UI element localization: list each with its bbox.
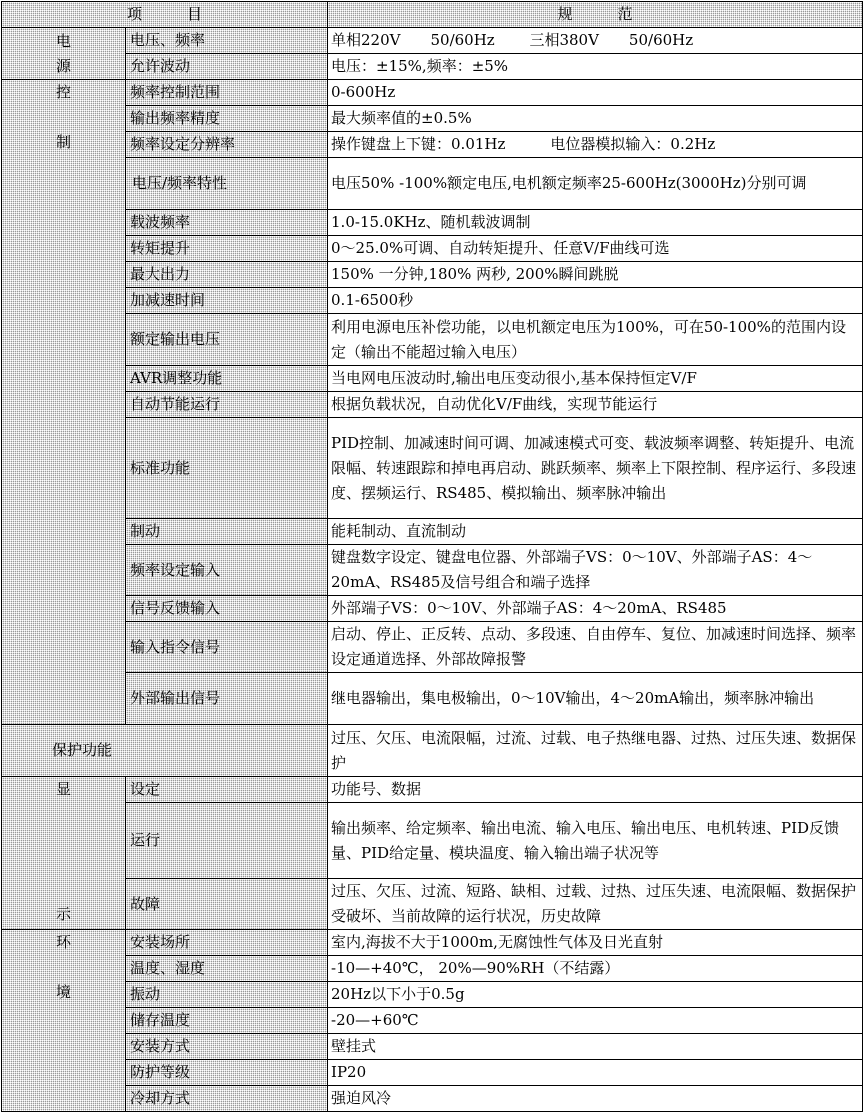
row-label: 制动 <box>126 519 328 545</box>
category-environment <box>2 930 126 1112</box>
row-label: AVR调整功能 <box>126 366 328 392</box>
category-char: 电 <box>55 31 71 50</box>
row-label: 最大出力 <box>126 262 328 288</box>
category-char: 制 <box>55 133 71 151</box>
row-value: 20Hz以下小于0.5g <box>328 982 863 1008</box>
row-label: 频率设定输入 <box>126 545 328 596</box>
row-value: 0～25.0%可调、自动转矩提升、任意V/F曲线可选 <box>328 236 863 262</box>
row-value: 0-600Hz <box>328 80 863 106</box>
table-row <box>2 1060 863 1086</box>
row-value: 过压、欠压、过流、短路、缺相、过载、过热、过压失速、电流限幅、数据保护受破坏、当前故障的运行状况，历史故障 <box>328 879 863 930</box>
row-label: 自动节能运行 <box>126 392 328 418</box>
table-row <box>2 210 863 236</box>
row-value: 0.1-6500秒 <box>328 288 863 314</box>
table-row <box>2 1008 863 1034</box>
row-value: 功能号、数据 <box>328 777 863 803</box>
row-value: PID控制、加减速时间可调、加减速模式可变、载波频率调整、转矩提升、电流限幅、转速跟踪和掉电再启动、跳跃频率、频率上下限控制、程序运行、多段速度、摆频运行、RS485、模拟输出、频率脉冲输出 <box>328 418 863 519</box>
row-label: 加减速时间 <box>126 288 328 314</box>
header-item: 项 目 <box>2 2 328 28</box>
row-value: 利用电源电压补偿功能，以电机额定电压为100%，可在50-100%的范围内设定（输出不能超过输入电压） <box>328 314 863 366</box>
row-value: 1.0-15.0KHz、随机载波调制 <box>328 210 863 236</box>
row-value: 键盘数字设定、键盘电位器、外部端子VS：0～10V、外部端子AS：4～20mA、RS485及信号组合和端子选择 <box>328 545 863 596</box>
table-row <box>2 956 863 982</box>
header-spec: 规 范 <box>328 2 863 28</box>
table-row <box>2 54 863 80</box>
row-value: 150% 一分钟,180% 两秒, 200%瞬间跳脱 <box>328 262 863 288</box>
table-row <box>2 80 863 106</box>
row-label: 振动 <box>126 982 328 1008</box>
row-value: 最大频率值的±0.5% <box>328 106 863 132</box>
category-char: 控 <box>55 83 71 101</box>
table-row <box>2 879 863 930</box>
row-value: 当电网电压波动时,输出电压变动很小,基本保持恒定V/F <box>328 366 863 392</box>
table-row <box>2 366 863 392</box>
spec-table <box>1 1 863 1112</box>
table-row <box>2 262 863 288</box>
row-label: 防护等级 <box>126 1060 328 1086</box>
row-label: 电压/频率特性 <box>126 158 328 210</box>
row-label: 允许波动 <box>126 54 328 80</box>
row-label: 储存温度 <box>126 1008 328 1034</box>
category-char: 环 <box>55 933 71 951</box>
table-row <box>2 777 863 803</box>
table-row <box>2 1086 863 1112</box>
table-row <box>2 236 863 262</box>
row-label: 载波频率 <box>126 210 328 236</box>
row-value: 电压50% -100%额定电压,电机额定频率25-600Hz(3000Hz)分别可调 <box>328 158 863 210</box>
row-label: 温度、湿度 <box>126 956 328 982</box>
table-row <box>2 132 863 158</box>
row-label: 设定 <box>126 777 328 803</box>
header-row <box>2 2 863 28</box>
table-row <box>2 28 863 54</box>
row-value: 启动、停止、正反转、点动、多段速、自由停车、复位、加减速时间选择、频率设定通道选择、外部故障报警 <box>328 622 863 673</box>
table-row <box>2 930 863 956</box>
row-value: 过压、欠压、电流限幅，过流、过载、电子热继电器、过热、过压失速、数据保护 <box>328 725 863 777</box>
row-label: 输出频率精度 <box>126 106 328 132</box>
row-value: 壁挂式 <box>328 1034 863 1060</box>
table-row <box>2 803 863 879</box>
row-label: 保护功能 <box>2 725 328 777</box>
category-power <box>2 28 126 80</box>
table-row <box>2 418 863 519</box>
row-label: 安装方式 <box>126 1034 328 1060</box>
category-char: 示 <box>55 905 71 923</box>
row-label: 频率设定分辨率 <box>126 132 328 158</box>
table-row <box>2 158 863 210</box>
table-row <box>2 545 863 596</box>
row-label: 频率控制范围 <box>126 80 328 106</box>
category-char: 境 <box>55 983 71 1001</box>
table-row <box>2 1034 863 1060</box>
row-label: 输入指令信号 <box>126 622 328 673</box>
row-value: -20—+60℃ <box>328 1008 863 1034</box>
row-value: 室内,海拔不大于1000m,无腐蚀性气体及日光直射 <box>328 930 863 956</box>
table-row <box>2 596 863 622</box>
category-display <box>2 777 126 930</box>
table-row <box>2 673 863 725</box>
row-value: IP20 <box>328 1060 863 1086</box>
table-row <box>2 314 863 366</box>
row-value: 输出频率、给定频率、输出电流、输入电压、输出电压、电机转速、PID反馈量、PID给定量、模块温度、输入输出端子状况等 <box>328 803 863 879</box>
row-label: 故障 <box>126 879 328 930</box>
row-label: 标准功能 <box>126 418 328 519</box>
table-row <box>2 982 863 1008</box>
table-row <box>2 392 863 418</box>
row-value: 强迫风冷 <box>328 1086 863 1112</box>
row-label: 电压、频率 <box>126 28 328 54</box>
row-label: 转矩提升 <box>126 236 328 262</box>
row-value: 单相220V 50/60Hz 三相380V 50/60Hz <box>328 28 863 54</box>
row-label: 信号反馈输入 <box>126 596 328 622</box>
row-label: 外部输出信号 <box>126 673 328 725</box>
row-value: 根据负载状况，自动优化V/F曲线，实现节能运行 <box>328 392 863 418</box>
category-control <box>2 80 126 725</box>
row-label: 运行 <box>126 803 328 879</box>
row-value: 外部端子VS：0～10V、外部端子AS：4～20mA、RS485 <box>328 596 863 622</box>
table-row <box>2 519 863 545</box>
category-char: 显 <box>55 780 71 798</box>
row-value: 能耗制动、直流制动 <box>328 519 863 545</box>
row-label: 额定输出电压 <box>126 314 328 366</box>
category-char: 源 <box>55 56 71 75</box>
table-row <box>2 106 863 132</box>
row-value: 操作键盘上下键：0.01Hz 电位器模拟输入：0.2Hz <box>328 132 863 158</box>
row-value: 电压：±15%,频率：±5% <box>328 54 863 80</box>
row-label: 安装场所 <box>126 930 328 956</box>
row-label: 冷却方式 <box>126 1086 328 1112</box>
row-value: -10—+40℃， 20%—90%RH（不结露） <box>328 956 863 982</box>
table-row <box>2 288 863 314</box>
row-value: 继电器输出，集电极输出，0～10V输出，4～20mA输出，频率脉冲输出 <box>328 673 863 725</box>
table-row <box>2 725 863 777</box>
table-row <box>2 622 863 673</box>
